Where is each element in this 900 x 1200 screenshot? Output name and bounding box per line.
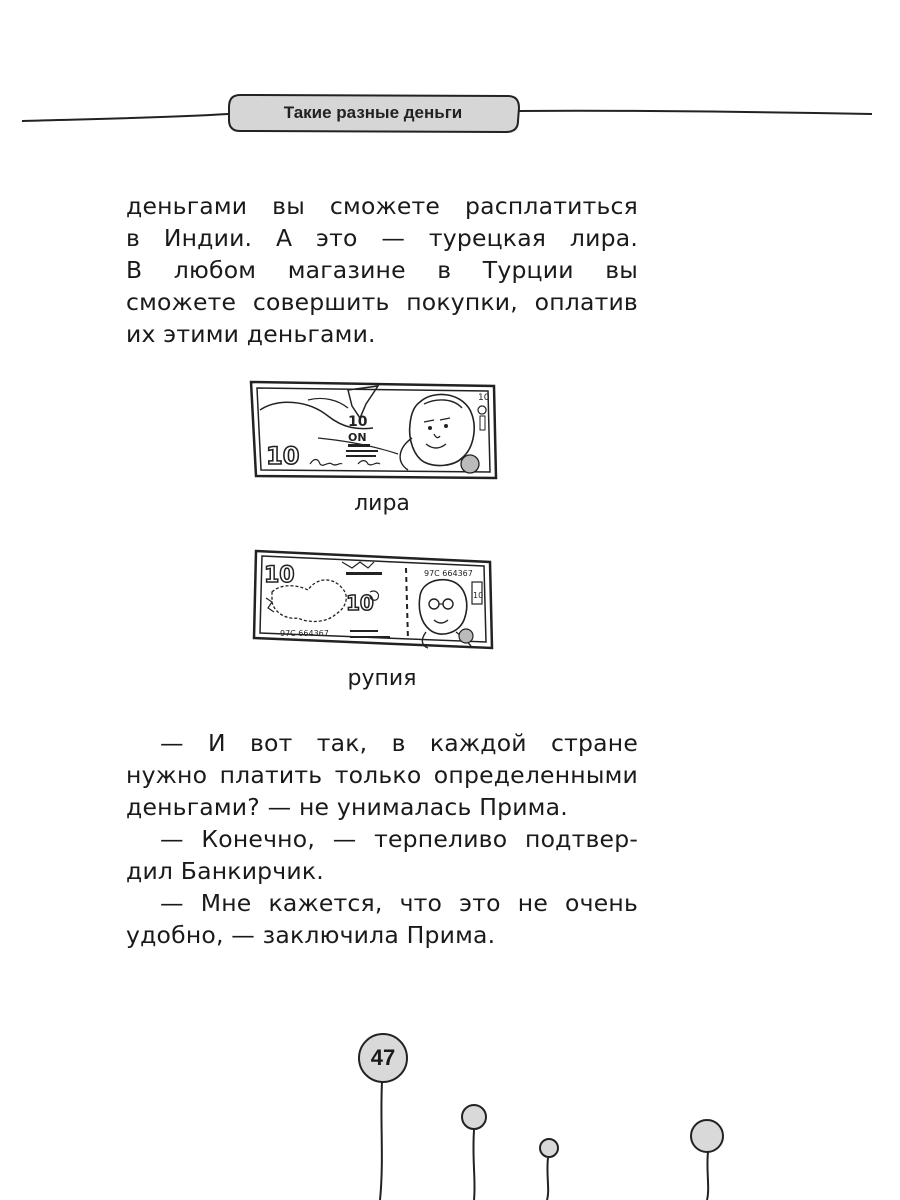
text-line: — Мне кажется, что это не очень [160,889,638,917]
text-line: — Конечно, — терпеливо подтвер- [160,825,638,853]
rupee-center-value: 10 [346,591,374,615]
lira-code: ON [348,431,367,444]
svg-text:10: 10 [473,591,484,600]
rupee-caption: рупия [347,666,417,691]
svg-text:10: 10 [478,393,490,403]
text-line: деньгами вы сможете расплатиться [126,192,638,220]
lira-center-value: 10 [348,414,368,430]
rupee-serial-bottom: 97C 664367 [280,629,329,638]
text-line: удобно, — заключила Прима. [126,921,496,949]
lira-caption: лира [354,491,410,516]
text-line: их этими деньгами. [126,320,376,348]
rupee-serial-top: 97C 664367 [424,569,473,578]
chapter-title: Такие разные деньги [283,103,463,122]
text-line: дил Банкирчик. [126,857,324,885]
text-line: в Индии. А это — турецкая лира. [126,224,638,252]
text-line: нужно платить только определенными [126,761,638,789]
page-number: 47 [358,1033,408,1083]
text-line: сможете совершить покупки, оплатив [126,288,638,316]
rupee-corner-value: 10 [264,563,295,588]
text-line: — И вот так, в каждой стране [160,729,638,757]
text-line: В любом магазине в Турции вы [126,256,638,284]
text-line: деньгами? — не унималась Прима. [126,793,568,821]
lira-corner-value: 10 [266,442,300,470]
